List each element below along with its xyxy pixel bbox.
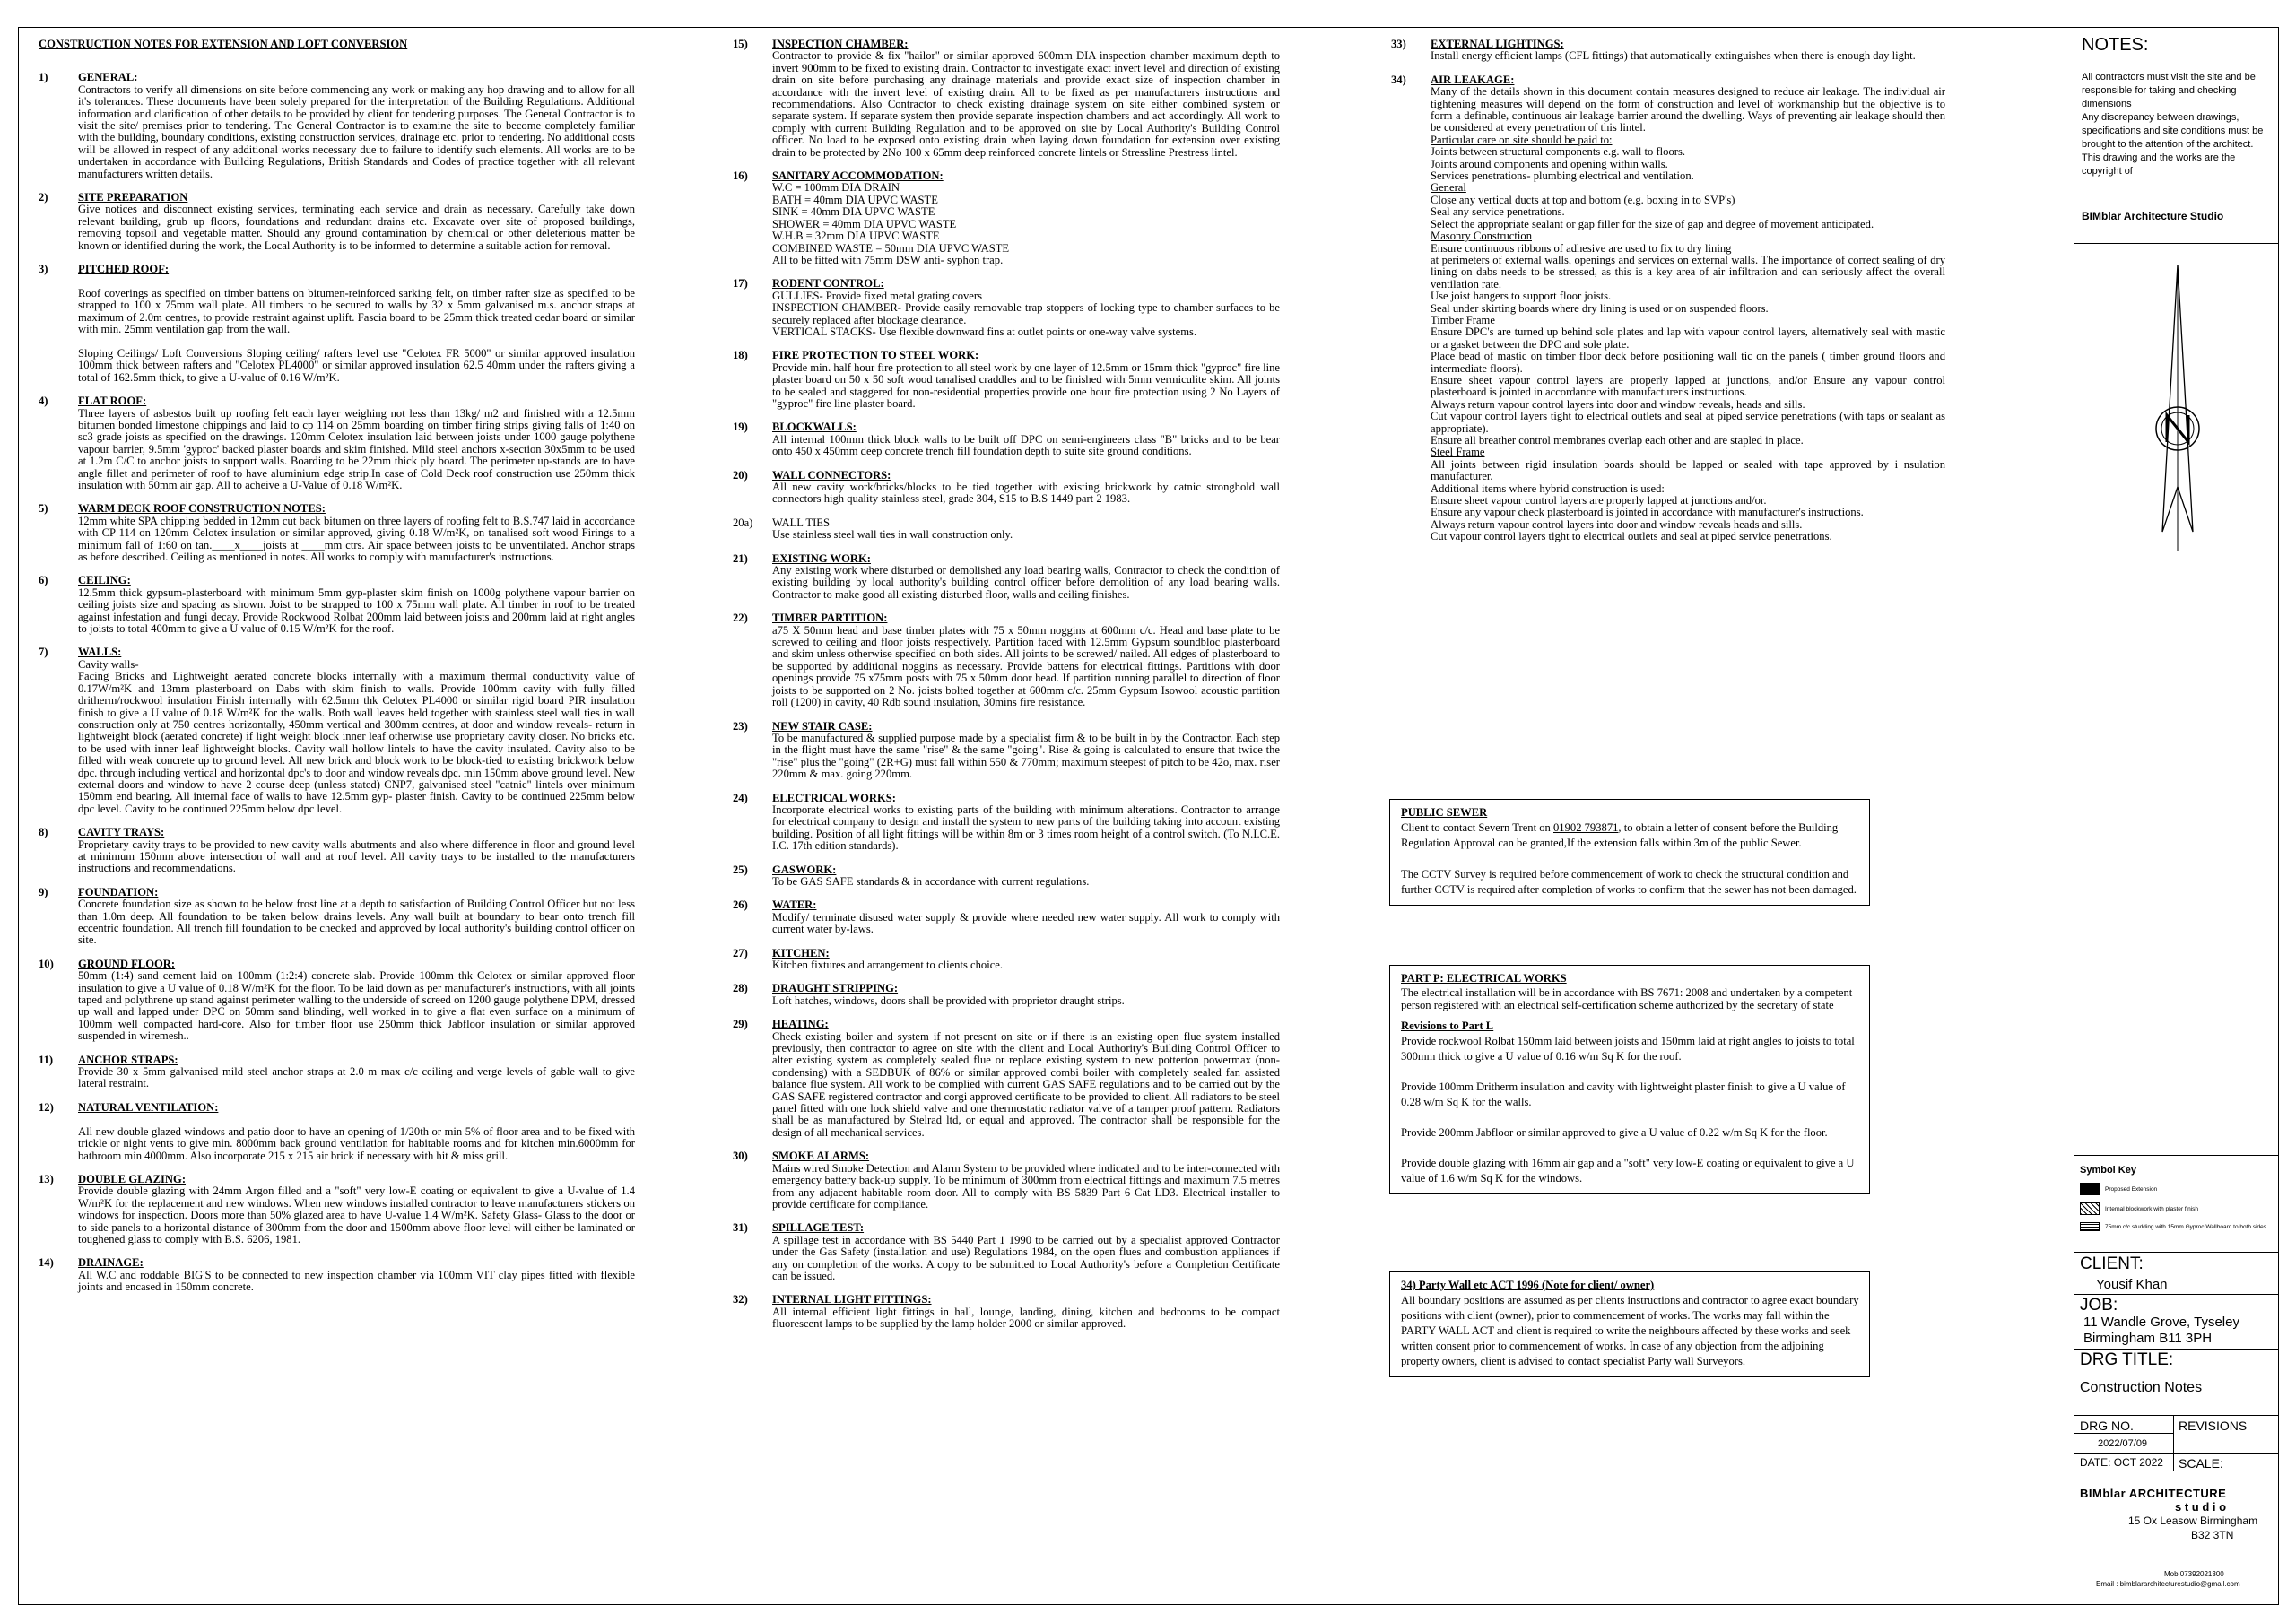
note-item [733,1019,1280,1139]
note-number: 25) [733,863,748,876]
note-number: 24) [733,791,748,804]
note-heading: DRAUGHT STRIPPING: [772,982,899,995]
note-subbody: Joints between structural components e.g. wall to floors. Joints around components and opening within walls. Services penetrations- plumbing electrical and ventilation. [1431,145,1694,183]
note-body: Check existing boiler and system if not present on site or if there is an existing open flue system installed previously, then contractor to agree on site with the client and Local Authority's Building Control Officer to alter existing system as completely sealed flue or replace existing system to new potterton powermax (non- condensing) with a SEDBUK of 86% or similar approved combi boiler with completely sealed fan assisted balance flue system. All work to be complied with current GAS SAFE regulations and to be carried out by the GAS SAFE registered contractor and corgi approved certificate to be provided to client. All radiators to be steel panel fitted with one lock shield valve and one thermostatic radiator valve of a tamper proof pattern. Radiators shall be as manufactured by Stelrad ltd, or equal and approved. The contractor shall be responsible for the design of all mechanical services. [772,1029,1280,1139]
note-number: 7) [39,646,48,659]
note-heading: GASWORK: [772,863,837,876]
note-body: 12mm white SPA chipping bedded in 12mm cut back bitumen on three layers of roofing felt to B.S.747 laid in accordance with CP 114 on 120mm Celotex insulation or similar approved, giving 0.18 W/m²K, on tanalised soft wood Firings to a minimum fall of 1:60 on tan.____x____joists at ____mm ctrs. Air space between joists to be unventilated. Anchor straps as before described. Ceiling as mentioned in notes. All works to comply with manufacturer's instructions. [78,514,635,564]
note-subheading: Timber Frame [1431,313,1495,326]
studio-address-1: 15 Ox Leasow Birmingham [2128,1515,2258,1527]
part-l-heading: Revisions to Part L [1401,1020,1494,1032]
note-number: 20a) [733,516,753,529]
note-heading: RODENT CONTROL: [772,277,884,291]
note-heading: BLOCKWALLS: [772,421,857,434]
note-body: Loft hatches, windows, doors shall be provided with proprietor draught strips. [772,994,1125,1007]
note-number: 19) [733,421,748,434]
client-label: CLIENT: [2080,1254,2144,1273]
note-body: Concrete foundation size as shown to be below frost line at a depth to satisfaction of Building Control Officer but not less than 1.0m deep. All foundation to be taken below drains levels. Any wall built at boundary to bear onto trench fill eccentric foundation. All trench fill foundation to be checked and approved by local authority's building control officer on site. [78,898,635,947]
swatch-solid-icon [2080,1183,2100,1195]
note-item [733,948,1280,972]
part-l-text: Provide rockwool Rolbat 150mm laid between joists and 150mm laid at right angles to joists to total 300mm thick to give a U value of 0.16 w/m Sq K for the roof. Provide 100mm Dritherm insulation and cavity with lightweight plaster finish to give a U value of 0.28 w/m Sq K for the walls. Provide 200mm Jabfloor or similar approved to give a U value of 0.22 w/m Sq K for the floor. Provide double glazing with 16mm air gap and a "soft" very low-E coating or equivalent to give a U value of 1.6 w/m Sq K for the windows. [1401,1035,1855,1185]
note-number: 22) [733,612,748,625]
note-item [39,1174,635,1245]
note-subbody: Close any vertical ducts at top and bottom (e.g. boxing in to SVP's) Seal any service penetrations. Select the appropriate sealant or gap filler for the size of gap and degree of movement anticipated. [1431,193,1874,230]
client-name: Yousif Khan [2096,1277,2168,1292]
note-body: Kitchen fixtures and arrangement to clients choice. [772,959,1004,971]
note-subbody: Ensure continuous ribbons of adhesive are used to fix to dry lining at perimeters of external walls, openings and services on external walls. The importance of correct sealing of dry lining on dabs needs to be stressed, as this is a key area of air infiltration and can seriously affect the overall ventilation rate. Use joist hangers to support floor joists. Seal under skirting boards where dry lining is used or on suspended floors. [1431,241,1945,315]
note-number: 34) [1391,73,1406,86]
note-body: GULLIES- Provide fixed metal grating covers INSPECTION CHAMBER- Provide easily removable trap stoppers of locking type to chamber surfaces to be securely replaced after blockage clearance. VERTICAL STACKS- Use flexible downward fins at outlet points or one-way valve systems. [772,289,1280,338]
note-body: A spillage test in accordance with BS 5440 Part 1 1990 to be carried out by a specialist approved Contractor under the Gas Safety (installation and use) Regulations 1984, on the open flues and combustion appliances if any on completion of the works. A copy to be submitted to Local Authority's before a Completion Certificate can be issued. [772,1233,1280,1282]
note-body: Modify/ terminate disused water supply & provide where needed new water supply. All work to comply with current water by-laws. [772,910,1280,936]
note-heading: FIRE PROTECTION TO STEEL WORK: [772,349,979,362]
note-number: 23) [733,719,748,733]
note-heading: SANITARY ACCOMMODATION: [772,169,944,183]
public-sewer-box [1389,799,1870,906]
note-number: 33) [1391,38,1406,50]
note-item [39,647,635,815]
note-body: Provide 30 x 5mm galvanised mild steel anchor straps at 2.0 m max c/c ceiling and verge levels of gable wall to give lateral restraint. [78,1065,635,1090]
note-heading: DRAINAGE: [78,1256,144,1270]
note-subheading: Steel Frame [1431,446,1485,459]
note-item [39,264,635,384]
note-subheading: General [1431,181,1466,195]
note-heading: NEW STAIR CASE: [772,719,873,733]
note-number: 20) [733,468,748,482]
note-heading: WALL CONNECTORS: [772,468,891,482]
note-item [733,864,1280,889]
note-item [39,192,635,252]
note-body: Use stainless steel wall ties in wall construction only. [772,528,1013,542]
note-heading: EXISTING WORK: [772,551,871,565]
note-number: 3) [39,263,48,276]
note-item [39,575,635,635]
note-body: Provide min. half hour fire protection to all steel work by one layer of 12.5mm or 15mm thick "gyproc" fire line plaster board on 50 x 50 soft wood tanalised craddles and to be finished with 5mm vermiculite skim. All joints to be sealed and staggered for non-residential properties provide one hour fire protection using 2 No Layers of "gyproc" fire line plaster board. [772,360,1280,410]
note-body: Provide double glazing with 24mm Argon filled and a "soft" very low-E coating or equivalent to give a U-value of 1.4 W/m²K for the replacement and new windows. When new windows installed contractor to leave manufacturers stickers on windows for inspection. Doors more than 50% glazed area to have U-value 1.4 W/m²K. Safety Glass- Glass to the door or to side panels to a horizontal distance of 300mm from the door and 1500mm above floor level will either be laminated or toughened glass to comply with B.S. 6206, 1981. [78,1185,635,1245]
symbol-key-heading: Symbol Key [2080,1165,2136,1176]
scale: SCALE: [2179,1456,2223,1471]
note-heading: CAVITY TRAYS: [78,826,165,839]
note-item [733,1222,1280,1282]
drg-title: Construction Notes [2080,1380,2203,1395]
note-item [39,959,635,1043]
revisions-label: REVISIONS [2179,1419,2248,1433]
note-body: All W.C and roddable BIG'S to be connected to new inspection chamber via 100mm VIT clay pipes fitted with flexible joints and encased in 150mm concrete. [78,1268,635,1294]
note-number: 5) [39,502,48,516]
note-body: To be manufactured & supplied purpose made by a specialist firm & to be built in by the Contractor. Each step in the flight must have the same "rise" & the same "going". Rise & going is calculated to ensure that twice the "rise" plus the "going" (2R+G) must fall within 550 & 770mm; maximum steepest of pitch to be 42o, max. riser 220mm & max. going 220mm. [772,731,1280,781]
note-body: All internal 100mm thick block walls to be built off DPC on semi-engineers class "B" bricks and to be bear onto 450 x 450mm deep concrete trench fill foundation depth to suite site ground conditions. [772,432,1280,458]
note-body: Proprietary cavity trays to be provided to new cavity walls abutments and also where difference in floor and ground level at minimum 150mm above intersection of wall and at roof level. All cavity trays to be installed to the manufacturers instructions and recommendations. [78,838,635,875]
note-heading: SPILLAGE TEST: [772,1221,865,1235]
studio-mobile: Mob 07392021300 [2164,1570,2224,1578]
symbol-studding: 75mm c/c studding with 15mm Gyproc Wallboard to both sides [2080,1222,2268,1231]
note-item [733,470,1280,506]
party-wall-heading: 34) Party Wall etc ACT 1996 (Note for client/ owner) [1401,1279,1655,1291]
notes-heading: NOTES: [2082,35,2149,55]
drg-title-label: DRG TITLE: [2080,1350,2174,1369]
note-body: All new double glazed windows and patio door to have an opening of 1/20th or min 5% of floor area and to be fixed with trickle or night vents to give min. 8000mm back ground ventilation for habitable rooms and for kitchen min.6000mm for bathroom min 4000mm. Also incorporate 215 x 215 air brick if necessary with hit & miss grill. [78,1124,635,1162]
note-heading: SITE PREPARATION [78,191,188,204]
note-heading: NATURAL VENTILATION: [78,1100,219,1114]
note-body: Install energy efficient lamps (CFL fittings) that automatically extinguishes when there is enough day light. [1431,49,1916,63]
note-heading: PITCHED ROOF: [78,263,170,276]
note-subheading: Masonry Construction [1431,230,1532,243]
note-heading: KITCHEN: [772,946,830,959]
electrical-works-box [1389,965,1870,1194]
note-item [733,983,1280,1007]
electrical-heading: PART P: ELECTRICAL WORKS [1401,972,1567,985]
date: DATE: OCT 2022 [2080,1456,2163,1469]
note-number: 31) [733,1221,748,1235]
note-item [733,350,1280,410]
note-number: 4) [39,395,48,408]
note-body: Roof coverings as specified on timber battens on bitumen-reinforced sarking felt, on timber rafter size as specified to be strapped to 100 x 75mm wall plate. All timbers to be secured to walls by 32 x 5mm galvanised m.s. anchor straps at maximum of 2.0m centres, to provide restraint against uplift. Fascia board to be 25mm thick treated cedar board or similar with min. 25mm ventilation gap from the wall. Sloping Ceilings/ Loft Conversions Sloping ceiling/ rafters level use "Celotex FR 5000" or similar approved insulation 100mm thick between rafters and "Celotex PL4000" or similar approved insulation 62.5 40mm under the rafters giving a total of 162.5mm thick, to give a U-value of 0.16 W/m²K. [78,286,635,384]
note-number: 14) [39,1256,54,1270]
page-title: CONSTRUCTION NOTES FOR EXTENSION AND LOFT CONVERSION [39,38,408,50]
note-number: 2) [39,191,48,204]
note-heading: SMOKE ALARMS: [772,1150,870,1163]
note-number: 16) [733,169,748,183]
note-number: 18) [733,349,748,362]
note-number: 8) [39,826,48,839]
studio-name: BIMblar ARCHITECTURE [2080,1487,2227,1500]
job-address-2: Birmingham B11 3PH [2083,1331,2213,1346]
note-number: 30) [733,1150,748,1163]
swatch-hatch-icon [2080,1202,2100,1215]
note-heading: GROUND FLOOR: [78,957,176,970]
note-heading: ELECTRICAL WORKS: [772,791,896,804]
note-item [1391,74,1945,543]
note-item [39,395,635,491]
note-item [733,899,1280,935]
note-number: 17) [733,277,748,291]
note-item [39,72,635,180]
north-arrow-icon [2128,263,2227,555]
notes-column-1 [39,39,635,1306]
note-number: 15) [733,38,748,50]
note-body: 12.5mm thick gypsum-plasterboard with minimum 5mm gyp-plaster skim finish on 1000g polythene vapour barrier on ceiling joists size and spacing as shown. Joist to be strapped to 100 x 75mm wall plate. All timber in roof to be treated against infestation and fungi decay. Provide Rockwood Rolbat 200mm laid between joists and 200mm laid at right angles to joists to total 400mm to give a U value of 0.15 W/m²K for the roof. [78,586,635,636]
note-item [733,612,1280,708]
note-number: 9) [39,885,48,898]
note-body: All internal efficient light fittings in hall, lounge, landing, dining, kitchen and bedrooms to be compact fluorescent lamps to be supplied by the lamp holder 2000 or similar approved. [772,1305,1280,1331]
note-body: 50mm (1:4) sand cement laid on 100mm (1:2:4) concrete slab. Provide 100mm thk Celotex or similar approved floor insulation to give a U value of 0.18 W/m²K for the floor. To be laid down as per manufacturer's instructions, with all joints taped and polythrene up stand against perimeter walling to the underside of screed on 1200 gauge polythene DPM, dressed up wall and lapped under DPC on 50mm sand blinding, well worked in to give a flat even surface on a minimum of 100mm well compacted hard-core. Also for timber floor use 250mm thick Jabfloor insulation or similar approved suspended in wiremesh.. [78,969,635,1043]
note-number: 6) [39,574,48,587]
note-item [39,1102,635,1162]
note-heading: AIR LEAKAGE: [1431,73,1515,86]
note-number: 10) [39,957,54,970]
note-heading: FOUNDATION: [78,885,159,898]
note-body: Mains wired Smoke Detection and Alarm System to be provided where indicated and to be inter-connected with emergency battery back-up supply. To be minimum of 300mm from electrical fittings and maximum 7.5 metres from any adjacent habitable room door. All to comply with BS 5839 Part 6 Cat LD3. Electrical installer to provide certificate for compliance. [772,1161,1280,1211]
note-body: All new cavity work/bricks/blocks to be tied together with existing brickwork by catnic stronghold wall connectors high quality stainless steel, grade 304, S15 to B.S 1449 part 2 1983. [772,481,1280,506]
drawing-sheet [18,27,2279,1605]
note-heading: GENERAL: [78,71,138,84]
note-number: 27) [733,946,748,959]
studio-email: Email : bimblararchitecturestudio@gmail.com [2096,1580,2240,1588]
note-heading: FLAT ROOF: [78,395,147,408]
note-heading: INTERNAL LIGHT FITTINGS: [772,1293,932,1306]
note-item [733,278,1280,338]
note-item [733,1294,1280,1330]
note-body: Contractor to provide & fix "hailor" or similar approved 600mm DIA inspection chamber maximum depth to invert 900mm to be fixed to existing drain. Contractor to investigate exact invert level and direction of existing drain on site before purchasing any drainage materials and provide exact size of inspection chamber in accordance with the invert level of existing drain. All to be fixed as per manufacturers instructions and recommendations. Also Contractor to check existing drainage system on site either combined system or separate system. If separate system then provide separate inspection chambers and act accordingly. All work to comply with current Building Regulation and to be approved on site by Local Authority's Building Control officer. No load to be exposed onto existing drain when laying down foundation for extension over existing drain to be protected by 2No 100 x 65mm deep reinforced concrete lintels or Stressline Prestress lintel. [772,49,1280,159]
title-block [2074,28,2279,1604]
note-item [1391,39,1945,63]
swatch-lines-icon [2080,1222,2100,1231]
symbol-blockwork: Internal blockwork with plaster finish [2080,1202,2198,1215]
studio-sub: s t u d i o [2175,1500,2227,1514]
note-item [733,421,1280,457]
note-item [733,793,1280,853]
note-subbody: Ensure DPC's are turned up behind sole plates and lap with vapour control layers, alternatively seal with mastic or a gasket between the DPC and sole plate. Place bead of mastic on timber floor deck before positioning wall tic on the panels ( timber ground floors and intermediate floors). Ensure sheet vapour control layers are properly lapped at junctions, and/or Ensure any vapour control plasterboard is jointed in accordance with manufacturer's instructions. Always return vapour control layers into door and window reveals, heads and sills. Cut vapour control layers tight to electrical outlets and seal at piped service penetrations (with taps or sealant as appropriate). Ensure all breather control membranes overlap each other and are stapled in place. [1431,325,1945,447]
note-heading: HEATING: [772,1018,829,1031]
note-item [39,503,635,563]
symbol-proposed-extension: Proposed Extension [2080,1183,2157,1195]
notes-column-2 [733,39,1280,1342]
note-heading: TIMBER PARTITION: [772,612,888,625]
public-sewer-text: Client to contact Severn Trent on [1401,821,1553,834]
drg-no-label: DRG NO. [2080,1419,2134,1433]
party-wall-text: All boundary positions are assumed as per clients instructions and contractor to agree exact boundary positions with client (owner), prior to commencement of works. The works may fall within the PARTY WALL ACT and client is required to write the neighbours affected by these works and seek written consent prior to commencement of works. In case of any objection from the adjoining property owners, client is advised to contact specialist Party wall Surveyors. [1401,1294,1859,1367]
public-sewer-phone: 01902 793871 [1553,821,1619,834]
note-item [733,1150,1280,1211]
studio-address-2: B32 3TN [2191,1529,2234,1541]
note-item [39,827,635,875]
party-wall-box [1389,1271,1870,1377]
note-number: 29) [733,1018,748,1031]
note-subheading: Particular care on site should be paid to: [1431,133,1613,146]
note-heading: INSPECTION CHAMBER: [772,38,909,50]
job-label: JOB: [2080,1296,2118,1315]
note-heading: EXTERNAL LIGHTINGS: [1431,38,1564,50]
notes-text: All contractors must visit the site and be responsible for taking and checking dimensions Any discrepancy between drawings, specifications and site conditions must be brought to the attention of the architect. This drawing and the works are the copyright of [2082,72,2264,177]
copyright-studio: BIMblar Architecture Studio [2082,210,2224,222]
cctv-text: The CCTV Survey is required before commencement of work to check the structural condition and further CCTV is required after completion of works to confirm that the sewer has not been damaged. [1401,868,1857,896]
note-number: 21) [733,551,748,565]
note-number: 11) [39,1053,54,1066]
job-address-1: 11 Wandle Grove, Tyseley [2083,1315,2239,1330]
note-item [733,553,1280,602]
note-item [733,721,1280,781]
note-number: 32) [733,1293,748,1306]
note-number: 28) [733,982,748,995]
note-body: To be GAS SAFE standards & in accordance with current regulations. [772,874,1090,888]
note-heading: DOUBLE GLAZING: [78,1172,187,1185]
note-number: 13) [39,1172,54,1185]
note-heading: WALLS: [78,646,122,659]
public-sewer-heading: PUBLIC SEWER [1401,806,1488,819]
note-number: 26) [733,898,748,912]
public-sewer-text-2: , to obtain a letter of consent before the Building Regulation Approval can be granted,If the extension falls within 3m of the public Sewer. [1401,821,1839,849]
note-item [39,1055,635,1090]
note-heading: WARM DECK ROOF CONSTRUCTION NOTES: [78,502,326,516]
note-body: Many of the details shown in this document contain measures designed to reduce air leakage. The individual air tightening measures will depend on the form of construction and level of workmanship but the objective is to form a definable, continuous air leakage barrier around the dwelling. Ways of preventing air leakage should then be considered at every penetration of this lintel. [1431,85,1945,135]
note-body: W.C = 100mm DIA DRAIN BATH = 40mm DIA UPVC WASTE SINK = 40mm DIA UPVC WASTE SHOWER = 40mm DIA UPVC WASTE W.H.B = 32mm DIA UPVC WASTE COMBINED WASTE = 50mm DIA UPVC WASTE All to be fitted with 75mm DSW anti- syphon trap. [772,181,1010,266]
note-item [733,39,1280,159]
electrical-text: The electrical installation will be in accordance with BS 7671: 2008 and undertaken by a competent person registered with an electrical self-certification scheme authorized by the secretary of state [1401,986,1853,1011]
note-body: Incorporate electrical works to existing parts of the building with minimum alterations. Contractor to arrange for electrical company to design and install the system to new parts of the building taking into account existing building. Position of all light fittings will be within 8m or 3 times room height of a control switch. (To N.I.C.E. I.C. 17th edition standards). [772,803,1280,853]
note-heading: ANCHOR STRAPS: [78,1053,178,1066]
notes-column-3 [1391,39,1945,555]
note-body: Give notices and disconnect existing services, terminating each service and drain as necessary. Carefully take down relevant building, grub up floors, foundations and redundant drains etc. Excavate over site of proposed buildings, removing topsoil and vegetable matter. Should any ground contamination by chemical or other deleterious matter be known or identified during the work, the Local Authority is to be informed to determine a suitable action for removal. [78,203,635,252]
note-body: Any existing work where disturbed or demolished any load bearing walls, Contractor to check the condition of existing building by local authority's building control officer before demolition of any load bearing walls. Contractor to make good all existing disturbed floor, walls and ceiling finishes. [772,564,1280,601]
note-number: 1) [39,71,48,84]
note-heading: CEILING: [78,574,131,587]
note-item [733,170,1280,266]
note-number: 12) [39,1100,54,1114]
note-body: Three layers of asbestos built up roofing felt each layer weighing not less than 13kg/ m2 and finished with a 12.5mm bitumen bonded limestone chippings and laid to cp 114 on 25mm boarding on timber firing strips giving falls of 1:40 on sc3 grade joists as specified on the drawings. 120mm Celotex insulation laid between joists under 1000 gauge polythene vapour barrier, 9.5mm 'gyproc' backed plaster boards and skim finished. Mild steel anchors x-section 30x5mm to be used at 1.2m C/C to anchor joists to support walls. Boarding to be 22mm thick ply board. The perimeter up-stands are to have angle fillet and perimeter of roof to have aluminium edge strip.In case of Cold Deck roof construction use 250mm thick insulation with 50mm air gap. All to acheive a U-Value of 0.18 W/m²K. [78,406,635,491]
drg-no: 2022/07/09 [2098,1438,2148,1449]
note-subbody: All joints between rigid insulation boards should be lapped or sealed with tape approved by i nsulation manufacturer. Additional items where hybrid construction is used: Ensure sheet vapour control layers are properly lapped at junctions and/or. Ensure any vapour check plasterboard is jointed in accordance with manufacturer's instructions. Always return vapour control layers into door and window reveals heads and sills. Cut vapour control layers tight to electrical outlets and seal at piped service penetrations. [1431,457,1945,543]
note-body: Cavity walls- Facing Bricks and Lightweight aerated concrete blocks internally with a maximum thermal conductivity value of 0.17W/m²K and 13mm plasterboard on Dabs with skim finish to walls. Provide 100mm cavity with fully filled dritherm/rockwool insulation Finish internally with 62.5mm thk Celotex PL4000 or similar rigid board PIR insulation finish to give a U value of 0.18 W/m²K for the walls. Both wall leaves held together with stainless steel wall ties in wall construction only at 750 centres horizontally, 450mm vertical and 300mm centres, at door and window reveals- return in lightweight block (aerated concrete) if light weight block inner leaf otherwise use proprietary cavity closer. No bricks etc. to be used with inner leaf lightweight blocks. Cavity wall hollow lintels to have the cavity insulated. Cavity also to be filled with weak concrete up to ground level. All new brick and block work to be block-tied to existing brickwork below dpc. through including vertical and horizontal dpc's to door and window reveals dpc. min 150mm above ground level. New external doors and window to have 2 course deep (unless stated) CNP7, galvanised steel "catnic" lintels over minimum 150mm end bearing. All internal face of walls to have 12.5mm gyp- plaster finish. Cavity to be continued 225mm below dpc level. Cavity to be continued 225mm below dpc level. [78,657,635,815]
note-heading: WATER: [772,898,817,912]
note-heading: WALL TIES [772,516,831,529]
note-item [39,1257,635,1293]
note-item [733,517,1280,542]
note-body: Contractors to verify all dimensions on site before commencing any work or making any hop drawing and to allow for all it's tolerances. These documents have been solely prepared for the interpretation of the Building Regulations. Additional information and clarification of other details to be provided by client for tendering purposes. The General Contractor is to visit the site/ premises prior to tendering. The General Contractor is to examine the site to become completely familiar with the building, boundary conditions, existing construction services, drainage etc. prior to tendering. No additional costs will be allowed in respect of any additional works necessary due to failure to identify such elements. All works are to be undertaken in accordance with Building Regulations, British Standards and Codes of practice together with all relevant manufacturers written details. [78,82,635,180]
note-body: a75 X 50mm head and base timber plates with 75 x 50mm noggins at 600mm c/c. Head and base plate to be screwed to ceiling and floor joists respectively. Partition faced with 12.5mm Gypsum soundbloc plasterboard and skim unless otherwise specified on both sides. All joints to be screwed/ nailed. All edges of plasterboard to be supported by additional noggins as necessary. Provide battens for electrical fittings. Partitions with door openings provide 75 x75mm posts with 75 x 50mm door head. If partition running parallel to direction of floor joists to be supported on 2 No. joists bolted together at 600mm c/c. 25mm Gypsum Isowool acoustic partition roll (1200) in cavity, 40 Rdb sound insulation, 30mins fire resistance. [772,623,1280,709]
note-item [39,887,635,947]
